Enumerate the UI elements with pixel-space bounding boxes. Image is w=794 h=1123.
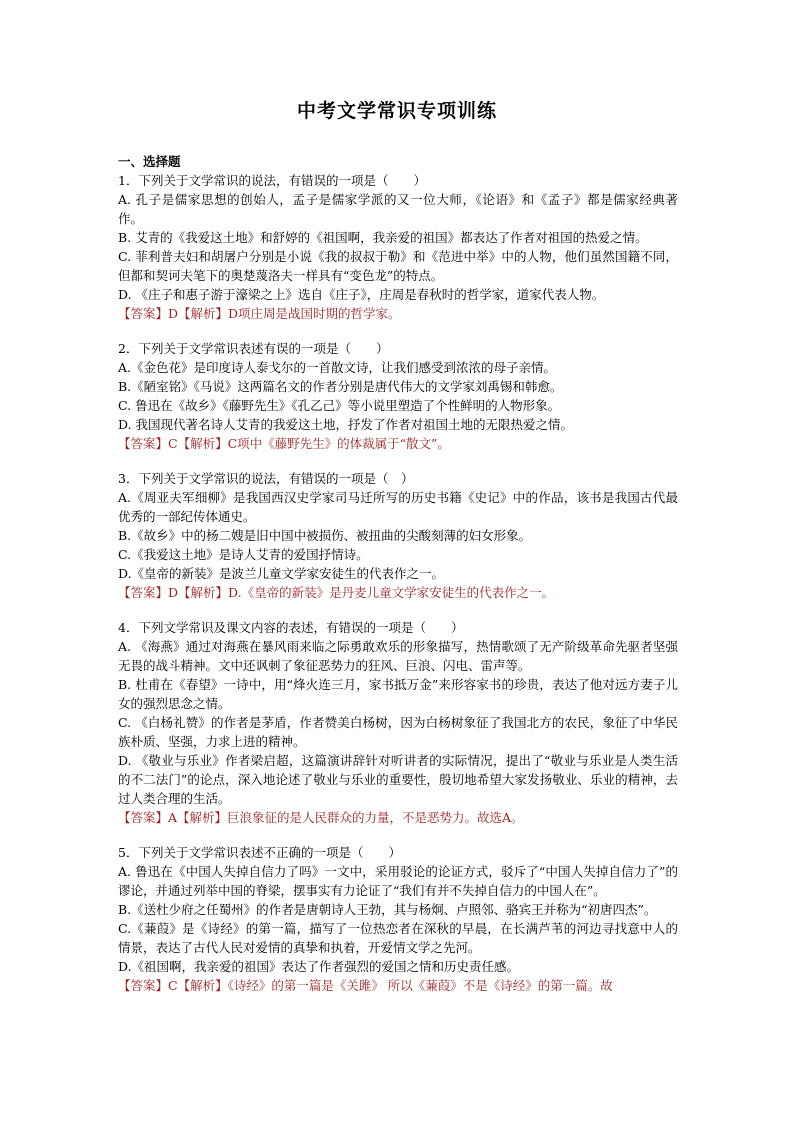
- answer-tag: 【答案】C【解析】: [118, 436, 228, 451]
- option-a: A.《周亚夫军细柳》是我国西汉史学家司马迁所写的历史书籍《史记》中的作品，该书是我国古代最优秀的一部纪传体通史。: [118, 490, 678, 524]
- option-c: C. 菲利普夫妇和胡屠户分别是小说《我的叔叔于勒》和《范进中举》中的人物，他们虽然国籍不同，但都和契诃夫笔下的奥楚蔑洛夫一样具有“变色龙”的特点。: [118, 249, 678, 283]
- option-d: D.《皇帝的新装》是波兰儿童文学家安徒生的代表作之一。: [118, 566, 445, 581]
- option-a: A.《金色花》是印度诗人泰戈尔的一首散文诗，让我们感受到浓浓的母子亲情。: [118, 360, 557, 375]
- option-b: B. 杜甫在《春望》一诗中，用“烽火连三月，家书抵万金”来形容家书的珍贵，表达了他对远方妻子儿女的强烈思念之情。: [118, 677, 678, 711]
- question-stem: 5．下列关于文学常识表述不正确的一项是（ ）: [118, 845, 401, 860]
- document-body: [118, 152, 678, 995]
- option-d: D.《祖国啊，我亲爱的祖国》表达了作者强烈的爱国之情和历史责任感。: [118, 959, 520, 974]
- answer-line: [118, 808, 678, 827]
- question-3: [118, 469, 678, 602]
- answer-tag: 【答案】D【解析】: [118, 306, 229, 321]
- option-c: C. 鲁迅在《故乡》《藤野先生》《孔乙己》等小说里塑造了个性鲜明的人物形象。: [118, 398, 561, 413]
- question-stem: 3．下列关于文学常识的说法，有错误的一项是（ ）: [118, 471, 414, 486]
- section-heading: 一、选择题: [118, 154, 181, 169]
- answer-line: [118, 583, 678, 602]
- option-d: D. 《敬业与乐业》作者梁启超，这篇演讲辞针对听讲者的实际情况，提出了“敬业与乐业是人类生活的不二法门”的论点，深入地论述了敬业与乐业的重要性，殷切地希望大家发扬敬业、乐业的精神，去过人类合理的生活。: [118, 753, 678, 806]
- option-c: C. 《白杨礼赞》的作者是茅盾，作者赞美白杨树，因为白杨树象征了我国北方的农民，象征了中华民族朴质、坚强，力求上进的精神。: [118, 715, 678, 749]
- question-stem: 2．下列关于文学常识表述有误的一项是（ ）: [118, 341, 389, 356]
- option-a: A. 孔子是儒家思想的创始人，孟子是儒家学派的又一位大师，《论语》和《孟子》都是儒家经典著作。: [118, 192, 678, 226]
- option-c: C.《蒹葭》是《诗经》的第一篇，描写了一位热恋者在深秋的早晨，在长满芦苇的河边寻找意中人的情景，表达了古代人民对爱情的真挚和执着，开爱情文学之先河。: [118, 921, 678, 955]
- answer-line: [118, 304, 678, 323]
- question-5: [118, 843, 678, 995]
- answer-explanation: D.《皇帝的新装》是丹麦儿童文学家安徒生的代表作之一。: [228, 585, 555, 600]
- answer-explanation: 《诗经》的第一篇是《关雎》 所以《蒹葭》不是《诗经》的第一篇。故: [227, 978, 613, 993]
- option-a: A. 《海燕》通过对海燕在暴风雨来临之际勇敢欢乐的形象描写，热情歌颂了无产阶级革命先驱者坚强无畏的战斗精神。文中还讽刺了象征恶势力的狂风、巨浪、闪电、雷声等。: [118, 639, 678, 673]
- option-b: B. 艾青的《我爱这土地》和舒婷的《祖国啊，我亲爱的祖国》都表达了作者对祖国的热爱之情。: [118, 230, 648, 245]
- question-1: [118, 171, 678, 323]
- answer-explanation: 巨浪象征的是人民群众的力量，不是恶势力。故选A。: [227, 810, 524, 825]
- option-a: A. 鲁迅在《中国人失掉自信力了吗》一文中，采用驳论的论证方式，驳斥了“中国人失掉自信力了”的谬论，并通过列举中国的脊梁，摆事实有力论证了“我们有并不失掉自信力的中国人在”。: [118, 864, 678, 898]
- option-d: D. 《庄子和惠子游于濠梁之上》选自《庄子》，庄周是春秋时的哲学家，道家代表人物。: [118, 287, 605, 302]
- answer-explanation: D项庄周是战国时期的哲学家。: [228, 306, 401, 321]
- answer-tag: 【答案】D【解析】: [118, 585, 229, 600]
- answer-line: [118, 976, 678, 995]
- question-stem: 4．下列文学常识及课文内容的表述，有错误的一项是（ ）: [118, 620, 464, 635]
- answer-explanation: C项中《藤野先生》的体裁属于“散文”。: [227, 436, 450, 451]
- question-stem: 1．下列关于文学常识的说法，有错误的一项是（ ）: [118, 173, 426, 188]
- option-b: B.《陋室铭》《马说》这两篇名文的作者分别是唐代伟大的文学家刘禹锡和韩愈。: [118, 379, 563, 394]
- document-title: 中考文学常识专项训练: [296, 100, 497, 122]
- question-2: [118, 339, 678, 453]
- question-4: [118, 618, 678, 827]
- answer-tag: 【答案】C【解析】: [118, 978, 228, 993]
- option-c: C.《我爱这土地》是诗人艾青的爱国抒情诗。: [118, 547, 369, 562]
- option-d: D. 我国现代著名诗人艾青的我爱这土地，抒发了作者对祖国土地的无限热爱之情。: [118, 417, 574, 432]
- option-b: B.《送杜少府之任蜀州》的作者是唐朝诗人王勃，其与杨炯、卢照邻、骆宾王并称为“初唐四杰”。: [118, 902, 657, 917]
- option-b: B.《故乡》中的杨二嫂是旧中国中被损伤、被扭曲的尖酸刻薄的妇女形象。: [118, 528, 532, 543]
- answer-line: [118, 434, 678, 453]
- answer-tag: 【答案】A【解析】: [118, 810, 228, 825]
